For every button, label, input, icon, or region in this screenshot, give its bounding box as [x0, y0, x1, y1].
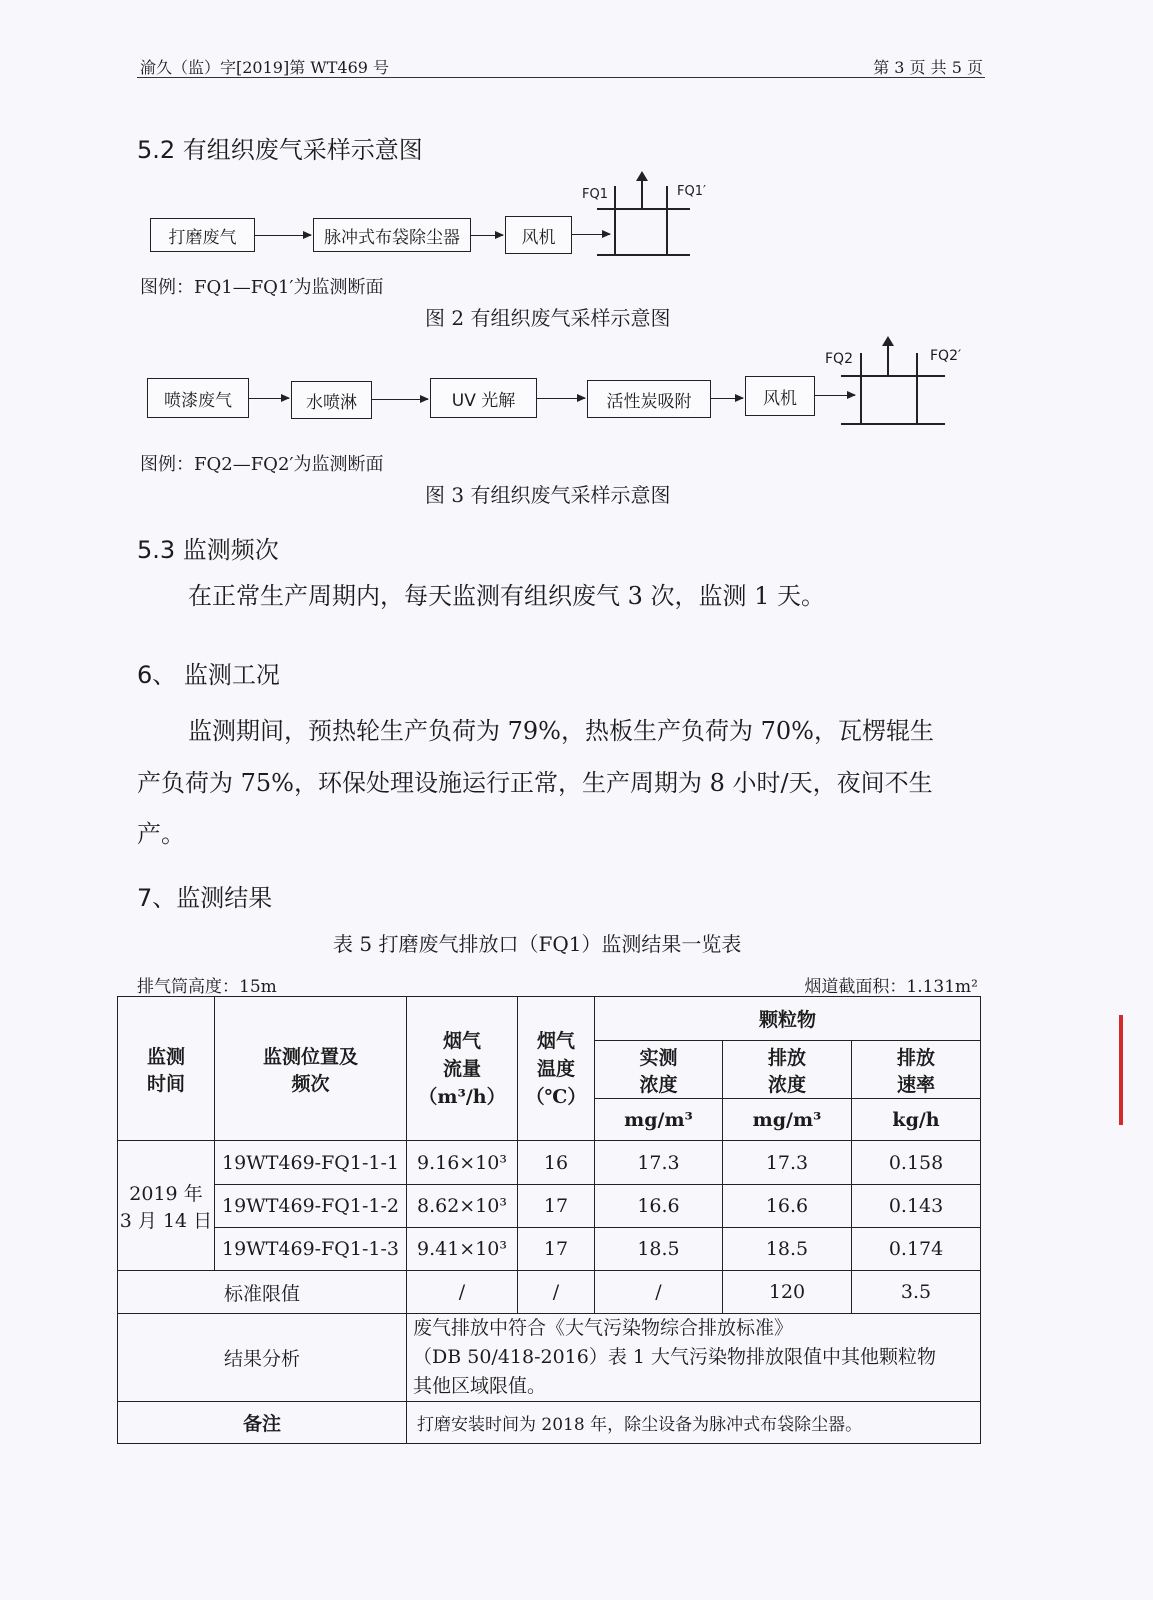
- limit-emission: 120: [723, 1271, 852, 1314]
- analysis-line-2: （DB 50/418-2016）表 1 大气污染物排放限值中其他颗粒物: [413, 1346, 937, 1368]
- box-fan-2: 风机: [745, 376, 815, 416]
- box-uv-photolysis: UV 光解: [430, 378, 537, 418]
- limit-rate: 3.5: [852, 1271, 981, 1314]
- unit-emission-conc: mg/m³: [723, 1099, 852, 1141]
- up-arrow-shaft: [887, 342, 889, 376]
- figure-2-caption: 图 2 有组织废气采样示意图: [425, 306, 671, 330]
- label-fq2: FQ2: [825, 351, 853, 367]
- header-flow: 烟气 流量 （m³/h）: [407, 997, 518, 1141]
- page-info: 第 3 页 共 5 页: [873, 58, 983, 77]
- cell-flow: 9.41×10³: [407, 1228, 518, 1271]
- box-paint-exhaust: 喷漆废气: [147, 378, 249, 418]
- label-fq1: FQ1: [582, 187, 608, 202]
- limit-flow: /: [407, 1271, 518, 1314]
- remark-label: 备注: [118, 1402, 407, 1444]
- header-position: 监测位置及 频次: [215, 997, 407, 1141]
- stamp-fragment: [1119, 1015, 1153, 1125]
- section-6-line-3: 产。: [137, 820, 185, 848]
- arrow: [471, 235, 503, 236]
- section-line-out: [916, 353, 918, 424]
- arrow: [372, 399, 428, 400]
- limit-row: [118, 1271, 981, 1314]
- box-fan: 风机: [505, 216, 572, 254]
- box-activated-carbon: 活性炭吸附: [587, 380, 711, 418]
- cell-emission: 18.5: [723, 1228, 852, 1271]
- header-particulate: 颗粒物: [595, 997, 981, 1041]
- cell-temp: 16: [518, 1141, 595, 1185]
- stack-height: 排气筒高度：15m: [137, 977, 277, 997]
- arrow: [572, 234, 610, 235]
- limit-label: 标准限值: [118, 1271, 407, 1314]
- document-number: 渝久（监）字[2019]第 WT469 号: [140, 58, 390, 77]
- header-time: 监测 时间: [118, 997, 215, 1141]
- figure-2-legend: 图例：FQ1—FQ1′为监测断面: [140, 277, 384, 298]
- analysis-line-1: 废气排放中符合《大气污染物综合排放标准》: [413, 1317, 794, 1339]
- arrow: [537, 398, 585, 399]
- table-row: [118, 1141, 981, 1185]
- cell-rate: 0.174: [852, 1228, 981, 1271]
- section-5-3-text: 在正常生产周期内，每天监测有组织废气 3 次，监测 1 天。: [188, 582, 826, 610]
- box-water-spray: 水喷淋: [291, 381, 372, 419]
- section-line-in: [614, 186, 616, 255]
- box-bag-filter: 脉冲式布袋除尘器: [313, 218, 471, 252]
- duct-top-line: [597, 208, 690, 210]
- unit-actual-conc: mg/m³: [595, 1099, 723, 1141]
- flue-area: 烟道截面积：1.131m²: [804, 977, 978, 997]
- header-emission-conc: 排放 浓度: [723, 1041, 852, 1099]
- cell-emission: 16.6: [723, 1185, 852, 1228]
- section-6-title: 6、 监测工况: [137, 661, 280, 689]
- cell-emission: 17.3: [723, 1141, 852, 1185]
- table-5-title: 表 5 打磨废气排放口（FQ1）监测结果一览表: [333, 932, 742, 956]
- arrow: [255, 235, 311, 236]
- cell-actual: 18.5: [595, 1228, 723, 1271]
- section-line-out: [666, 186, 668, 255]
- remark-text: 打磨安装时间为 2018 年，除尘设备为脉冲式布袋除尘器。: [407, 1402, 981, 1444]
- remark-row: [118, 1402, 981, 1444]
- analysis-label: 结果分析: [118, 1314, 407, 1402]
- header-actual-conc: 实测 浓度: [595, 1041, 723, 1099]
- arrow: [815, 395, 855, 396]
- cell-position: 19WT469-FQ1-1-1: [215, 1141, 407, 1185]
- section-6-line-2: 产负荷为 75%，环保处理设施运行正常，生产周期为 8 小时/天，夜间不生: [137, 769, 933, 797]
- cell-actual: 17.3: [595, 1141, 723, 1185]
- analysis-row: [118, 1314, 981, 1402]
- results-table: [117, 996, 981, 1444]
- section-5-2-title: 5.2 有组织废气采样示意图: [137, 136, 423, 164]
- section-5-3-title: 5.3 监测频次: [137, 536, 279, 564]
- arrow: [249, 398, 289, 399]
- figure-3-legend: 图例：FQ2—FQ2′为监测断面: [140, 454, 384, 475]
- figure-3-caption: 图 3 有组织废气采样示意图: [425, 483, 671, 507]
- arrow: [711, 398, 743, 399]
- section-7-title: 7、监测结果: [137, 884, 273, 912]
- up-arrow-icon: [636, 171, 648, 181]
- cell-rate: 0.158: [852, 1141, 981, 1185]
- limit-temp: /: [518, 1271, 595, 1314]
- cell-position: 19WT469-FQ1-1-3: [215, 1228, 407, 1271]
- cell-temp: 17: [518, 1228, 595, 1271]
- cell-position: 19WT469-FQ1-1-2: [215, 1185, 407, 1228]
- section-6-line-1: 监测期间，预热轮生产负荷为 79%，热板生产负荷为 70%，瓦楞辊生: [188, 717, 934, 745]
- header-temp: 烟气 温度 （℃）: [518, 997, 595, 1141]
- table-row: [118, 1185, 981, 1228]
- sampling-date: 2019 年 3 月 14 日: [118, 1141, 215, 1271]
- unit-emission-rate: kg/h: [852, 1099, 981, 1141]
- duct-bottom-line: [841, 423, 945, 425]
- duct-top-line: [841, 375, 945, 377]
- limit-actual: /: [595, 1271, 723, 1314]
- table-row: [118, 1228, 981, 1271]
- section-line-in: [860, 353, 862, 424]
- duct-bottom-line: [597, 254, 690, 256]
- label-fq2-prime: FQ2′: [930, 348, 962, 364]
- cell-temp: 17: [518, 1185, 595, 1228]
- header-emission-rate: 排放 速率: [852, 1041, 981, 1099]
- analysis-line-3: 其他区域限值。: [413, 1375, 547, 1397]
- cell-actual: 16.6: [595, 1185, 723, 1228]
- header-rule: [137, 77, 985, 78]
- box-grinding-exhaust: 打磨废气: [150, 218, 255, 252]
- up-arrow-icon: [882, 336, 894, 346]
- cell-flow: 8.62×10³: [407, 1185, 518, 1228]
- cell-flow: 9.16×10³: [407, 1141, 518, 1185]
- cell-rate: 0.143: [852, 1185, 981, 1228]
- label-fq1-prime: FQ1′: [677, 184, 706, 199]
- analysis-text: [407, 1314, 981, 1402]
